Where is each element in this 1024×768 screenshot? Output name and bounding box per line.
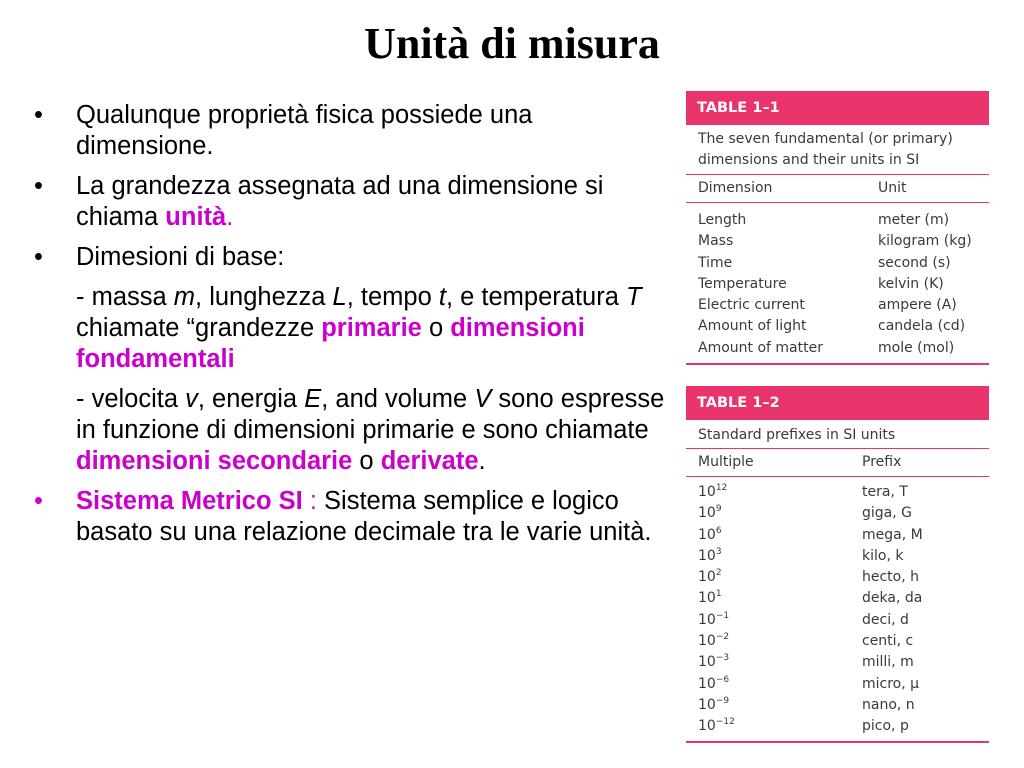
exponent: 1 — [715, 589, 722, 600]
exponent: −9 — [715, 695, 730, 706]
multiple-cell — [698, 695, 862, 716]
table-header: TABLE 1–1 — [686, 91, 989, 125]
sub-text: , and volume — [321, 385, 475, 413]
symbol: T — [625, 283, 642, 311]
highlight-term: unità — [165, 203, 227, 231]
table-header: TABLE 1–2 — [686, 386, 989, 420]
sub-text: - massa — [76, 283, 174, 311]
unit-cell: candela (cd) — [878, 318, 966, 335]
power-base: 10 — [698, 718, 716, 735]
symbol: v — [185, 385, 198, 413]
symbol: m — [173, 283, 196, 311]
symbol: V — [474, 385, 492, 413]
bullet-punct: : — [302, 487, 325, 515]
page-title: Unità di misura — [364, 19, 660, 68]
unit-cell: kelvin (K) — [878, 275, 944, 292]
dimension-cell: Temperature — [698, 275, 787, 292]
sub-paragraph — [32, 384, 672, 477]
sub-text: , lunghezza — [195, 283, 333, 311]
unit-cell: meter (m) — [878, 212, 950, 228]
exponent: 12 — [715, 483, 728, 493]
table-row — [686, 716, 989, 737]
power-base: 10 — [698, 484, 716, 500]
sub-text: , tempo — [346, 283, 439, 311]
power-base: 10 — [698, 505, 716, 522]
table-row — [686, 253, 989, 274]
symbol: E — [304, 385, 322, 413]
multiple-cell — [698, 631, 862, 652]
caption-line: dimensions and their units in SI — [698, 152, 920, 168]
prefix-cell: hecto, h — [862, 569, 920, 586]
highlight-term: dimensioni fondamentali — [76, 314, 585, 373]
table-row — [686, 610, 989, 631]
prefix-cell: deci, d — [862, 611, 909, 628]
bullet-icon: • — [34, 243, 43, 271]
power-base: 10 — [698, 654, 716, 671]
exponent: 9 — [715, 504, 722, 515]
prefix-cell: giga, G — [862, 505, 912, 522]
exponent: −6 — [715, 674, 730, 685]
sub-text: o — [421, 314, 451, 342]
bullet-text: Sistema semplice e logico basato su una relazione decimale tra le varie unità. — [76, 487, 652, 546]
multiple-cell — [698, 652, 862, 673]
sub-text: , e temperatura — [445, 283, 626, 311]
prefix-cell: nano, n — [862, 696, 915, 713]
sub-text: , energia — [197, 385, 305, 413]
power-base: 10 — [698, 526, 716, 543]
table-row — [686, 588, 989, 609]
symbol: L — [332, 283, 347, 311]
prefix-cell: deka, da — [862, 590, 923, 607]
bullet-text: La grandezza assegnata ad una dimensione si chiama — [76, 172, 604, 231]
column-header: Multiple — [698, 454, 754, 470]
exponent: 2 — [715, 568, 722, 579]
table-prefixes — [686, 386, 989, 743]
sub-text: . — [478, 447, 486, 475]
exponent: 6 — [715, 525, 722, 536]
table-row — [686, 652, 989, 673]
multiple-cell — [698, 482, 862, 503]
power-base: 10 — [698, 569, 716, 586]
bullet-icon: • — [34, 487, 43, 515]
symbol: t — [438, 283, 446, 311]
table-row — [686, 525, 989, 546]
column-header: Prefix — [862, 454, 902, 470]
sub-paragraph — [32, 282, 672, 375]
dimension-cell: Length — [698, 212, 747, 228]
bullet-punct: . — [226, 203, 234, 231]
prefix-cell: milli, m — [862, 654, 914, 671]
prefix-cell: kilo, k — [862, 547, 904, 564]
table-row — [686, 231, 989, 252]
unit-cell: mole (mol) — [878, 339, 955, 356]
highlight-term: primarie — [321, 314, 422, 342]
highlight-term: derivate — [380, 447, 479, 475]
highlight-term: dimensioni secondarie — [76, 447, 353, 475]
power-base: 10 — [698, 547, 716, 564]
power-base: 10 — [698, 590, 716, 607]
multiple-cell — [698, 588, 862, 609]
table-row — [686, 338, 989, 359]
table-row — [686, 295, 989, 316]
prefix-cell: tera, T — [862, 484, 908, 500]
bullet-item — [32, 486, 672, 548]
table-row — [686, 631, 989, 652]
prefix-cell: micro, μ — [862, 675, 920, 692]
multiple-cell — [698, 546, 862, 567]
exponent: −2 — [715, 632, 730, 643]
bullet-list — [32, 100, 672, 557]
multiple-cell — [698, 525, 862, 546]
multiple-cell — [698, 716, 862, 737]
multiple-cell — [698, 503, 862, 524]
power-base: 10 — [698, 675, 716, 692]
table-row — [686, 274, 989, 295]
column-headers — [686, 449, 989, 476]
caption-line: The seven fundamental (or primary) — [698, 131, 953, 147]
bullet-icon: • — [34, 172, 43, 200]
prefix-cell: centi, c — [862, 633, 914, 650]
table-body — [686, 477, 989, 741]
exponent: −3 — [715, 653, 730, 664]
table-row — [686, 316, 989, 337]
table-body — [686, 203, 989, 363]
divider — [686, 363, 989, 365]
unit-cell: kilogram (kg) — [878, 233, 972, 250]
sub-text: o — [352, 447, 381, 475]
highlight-term: Sistema Metrico SI — [76, 487, 303, 515]
dimension-cell: Mass — [698, 233, 734, 250]
multiple-cell — [698, 567, 862, 588]
multiple-cell — [698, 610, 862, 631]
unit-cell: second (s) — [878, 254, 951, 271]
power-base: 10 — [698, 696, 716, 713]
sub-text: sono espresse in funzione di dimensioni primarie e sono chiamate — [76, 385, 665, 444]
bullet-text: Dimesioni di base: — [76, 243, 285, 271]
table-caption: Standard prefixes in SI units — [698, 427, 896, 443]
prefix-cell: pico, p — [862, 718, 909, 735]
exponent: −1 — [715, 610, 730, 621]
table-caption — [686, 125, 989, 174]
exponent: 3 — [715, 546, 722, 557]
bullet-item — [32, 100, 672, 162]
table-dimensions — [686, 91, 989, 365]
bullet-item — [32, 171, 672, 233]
column-header: Dimension — [698, 180, 773, 196]
sub-text: chiamate “grandezze — [76, 314, 322, 342]
column-headers — [686, 175, 989, 202]
bullet-icon: • — [34, 101, 43, 129]
sub-text: - velocita — [76, 385, 186, 413]
prefix-cell: mega, M — [862, 526, 923, 543]
table-row — [686, 567, 989, 588]
power-base: 10 — [698, 633, 716, 650]
column-header: Unit — [878, 180, 907, 196]
table-row — [686, 210, 989, 231]
dimension-cell: Time — [698, 254, 733, 271]
dimension-cell: Amount of matter — [698, 339, 823, 356]
table-row — [686, 482, 989, 503]
divider — [686, 741, 989, 743]
table-row — [686, 503, 989, 524]
dimension-cell: Electric current — [698, 297, 805, 314]
table-row — [686, 695, 989, 716]
multiple-cell — [698, 674, 862, 695]
bullet-text: Qualunque proprietà fisica possiede una dimensione. — [76, 101, 533, 160]
table-row — [686, 546, 989, 567]
exponent: −12 — [715, 717, 735, 728]
table-row — [686, 674, 989, 695]
power-base: 10 — [698, 611, 716, 628]
unit-cell: ampere (A) — [878, 297, 957, 314]
dimension-cell: Amount of light — [698, 318, 807, 335]
bullet-item — [32, 242, 672, 273]
